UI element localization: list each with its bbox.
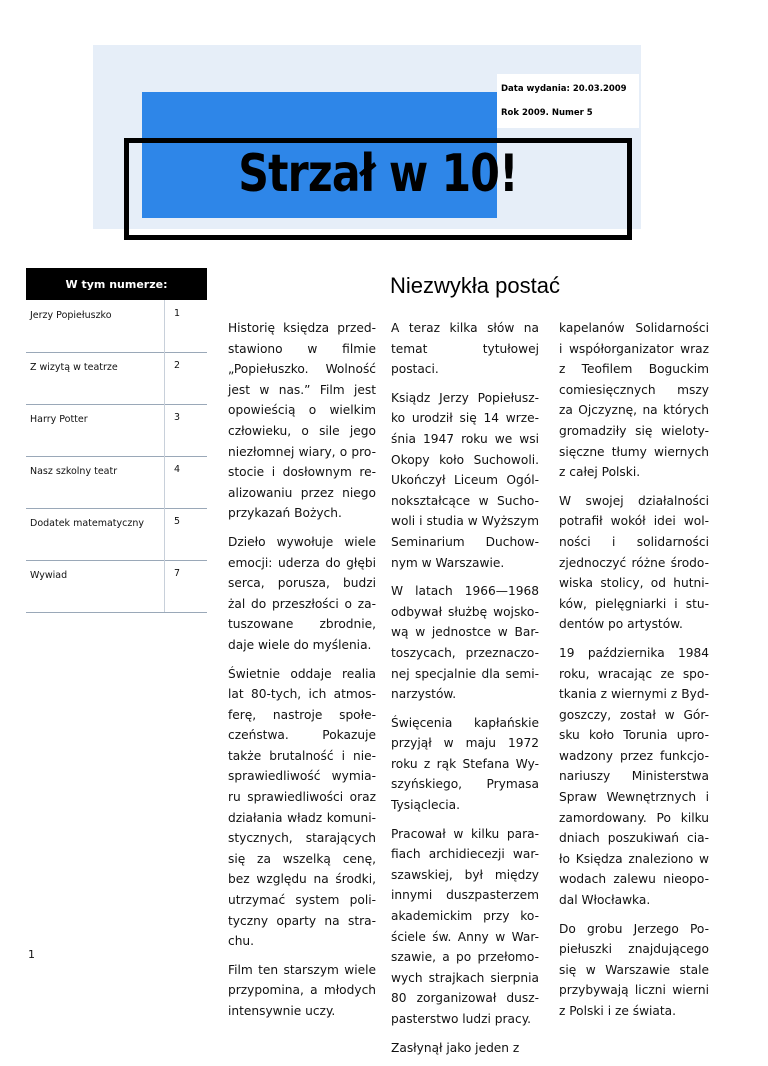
- paragraph: W swojej działalności potrafił wokół idei wol-ności i solidarności zjednoczyć różne środo-wiska stolicy, od hutni-ków, pielęgniarki i stu-dentów po artystów.: [559, 493, 709, 632]
- toc-item-title: Wywiad: [30, 570, 68, 581]
- toc-item-title: Harry Potter: [30, 414, 88, 425]
- toc-header: W tym numerze:: [26, 268, 207, 300]
- toc-row: [26, 352, 207, 405]
- toc-row: [26, 560, 207, 613]
- toc-item-page: 2: [174, 360, 181, 371]
- article-column-1: [228, 318, 376, 1030]
- paragraph: Pracował w kilku para-fiach archidiecezji war-szawskiej, był między innymi duszpasterzem akademickim przy ko-ściele św. Anny w War-szawie, a po przełomo-wych strajkach sierpnia 80 zorganizował dusz-pasterstwo ludzi pracy.: [391, 826, 539, 1026]
- toc-separator: [164, 404, 165, 456]
- toc-row: [26, 404, 207, 457]
- issue-info-box: [497, 74, 639, 128]
- paragraph: Zasłynął jako jeden z: [391, 1040, 520, 1055]
- paragraph: Do grobu Jerzego Po-piełuszki znajdującego się w Warszawie stale przybywają liczni wierni z Polski i ze świata.: [559, 921, 709, 1018]
- toc-item-page: 7: [174, 568, 181, 579]
- toc-separator: [164, 456, 165, 508]
- article-heading: Niezwykła postać: [390, 273, 560, 298]
- paragraph: A teraz kilka słów na temat tytułowej postaci.: [391, 321, 539, 377]
- paragraph: kapelanów Solidarności i współorganizator wraz z Teofilem Boguckim comiesięcznych mszy za Ojczyznę, na których gromadziły się wieloty-sięczne tłumy wiernych z całej Polski.: [559, 321, 709, 480]
- issue-date: Data wydania: 20.03.2009: [501, 84, 627, 94]
- toc-row: [26, 456, 207, 509]
- toc-item-title: Nasz szkolny teatr: [30, 466, 118, 477]
- toc-item-page: 3: [174, 412, 181, 423]
- paragraph: Świetnie oddaje realia lat 80-tych, ich atmos-ferę, nastroje społe-czeństwa. Pokazuje także brutalność i nie-sprawiedliwość wymia-ru sprawiedliwości oraz działania władz komuni-stycznych, starających się za wszelką cenę, bez względu na środki, utrzymać system poli-tyczny oparty na stra-chu.: [228, 666, 376, 949]
- toc-separator: [164, 300, 165, 352]
- toc-separator: [164, 352, 165, 404]
- toc-separator: [164, 560, 165, 612]
- paragraph: Film ten starszym wiele przypomina, a młodych intensywnie uczy.: [228, 962, 376, 1018]
- toc-item-page: 5: [174, 516, 181, 527]
- toc-item-page: 4: [174, 464, 181, 475]
- paragraph: Ksiądz Jerzy Popiełusz-ko urodził się 14 wrze-śnia 1947 roku we wsi Okopy koło Suchowoli. Ukończył Liceum Ogól-nokształcące w Sucho-woli i studia w Wyższym Seminarium Duchow-nym w Warszawie.: [391, 390, 539, 570]
- newspaper-title: Strzał w 10!: [238, 144, 518, 204]
- page-number: 1: [28, 948, 35, 961]
- toc-item-title: Jerzy Popiełuszko: [30, 310, 112, 321]
- toc-row: [26, 300, 207, 353]
- paragraph: W latach 1966—1968 odbywał służbę wojsko-wą w jednostce w Bar-toszycach, przeznaczo-nej specjalnie dla semi-narzystów.: [391, 584, 539, 702]
- article-column-2: [391, 318, 539, 1066]
- paragraph: Święcenia kapłańskie przyjął w maju 1972 roku z rąk Stefana Wy-szyńskiego, Prymasa Tysiąclecia.: [391, 715, 539, 813]
- paragraph: Dzieło wywołuje wiele emocji: uderza do głębi serca, porusza, budzi żal do przeszłości o za-tuszowane zbrodnie, daje wiele do myślenia.: [228, 534, 376, 652]
- toc-item-title: Z wizytą w teatrze: [30, 362, 118, 373]
- toc-row: [26, 508, 207, 561]
- paragraph: 19 października 1984 roku, wracając ze spo-tkania z wiernymi z Byd-goszczy, został w Gór-sku koło Torunia upro-wadzony przez funkcjo-nariuszy Ministerstwa Spraw Wewnętrznych i zamordowany. Po kilku dniach poszukiwań cia-ło Księdza znaleziono w wodach zalewu nieopo-dal Włocławka.: [559, 645, 709, 908]
- toc-item-title: Dodatek matematyczny: [30, 518, 144, 529]
- toc-separator: [164, 508, 165, 560]
- article-column-3: [559, 318, 709, 1030]
- issue-number: Rok 2009. Numer 5: [501, 108, 593, 118]
- paragraph: Historię księdza przed-stawiono w filmie „Popiełuszko. Wolność jest w nas.” Film jest opowieścią o wielkim człowieku, o sile jego niezłomnej wiary, o pro-stocie i dosłownym re-alizowaniu przez niego przykazań Bożych.: [228, 321, 376, 521]
- toc-item-page: 1: [174, 308, 181, 319]
